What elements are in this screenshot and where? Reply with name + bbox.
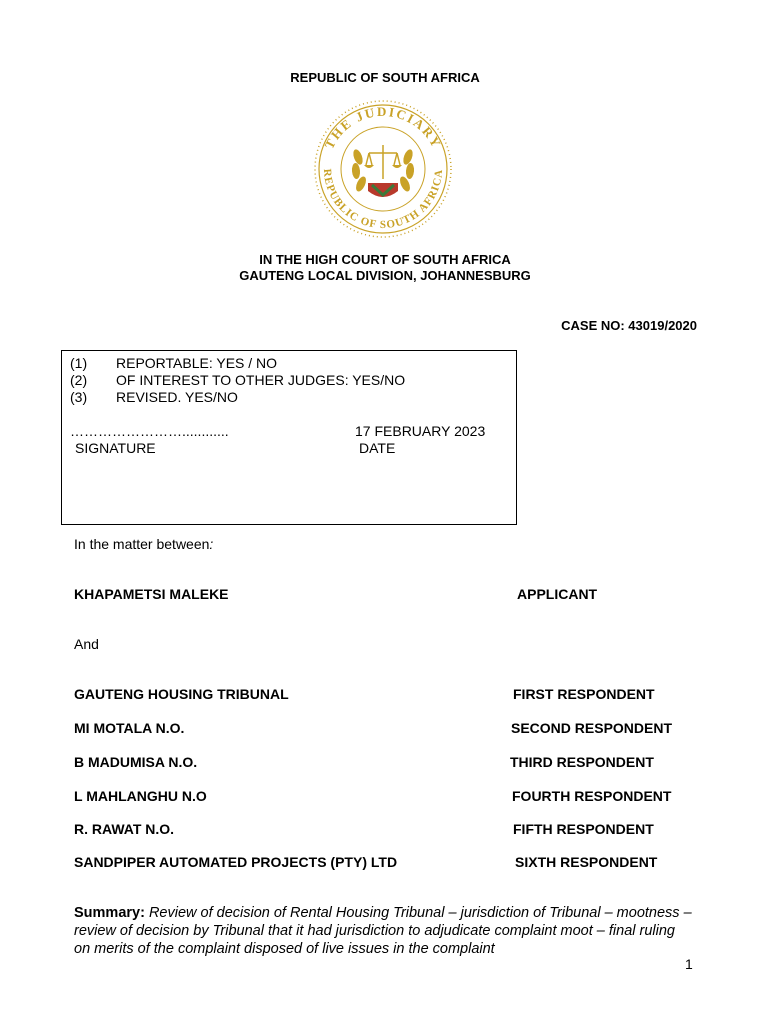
applicant-role: APPLICANT: [517, 586, 598, 602]
respondent-role: FIFTH RESPONDENT: [513, 821, 654, 837]
reportability-box: [61, 350, 517, 525]
date-label: DATE: [359, 440, 396, 456]
signature-dots: ……………………............: [70, 423, 229, 439]
case-number: CASE NO: 43019/2020: [561, 318, 697, 333]
respondent-role: FOURTH RESPONDENT: [512, 788, 672, 804]
respondent-name: B MADUMISA N.O.: [74, 754, 198, 770]
judiciary-seal: [306, 99, 460, 239]
list-item: (3) REVISED. YES/NO: [70, 389, 238, 405]
respondent-name: R. RAWAT N.O.: [74, 821, 175, 837]
republic-heading: REPUBLIC OF SOUTH AFRICA: [290, 70, 480, 85]
respondent-role: FIRST RESPONDENT: [513, 686, 655, 702]
and-label: And: [74, 636, 99, 652]
respondent-name: GAUTENG HOUSING TRIBUNAL: [74, 686, 289, 702]
applicant-name: KHAPAMETSI MALEKE: [74, 586, 229, 602]
list-item: (2) OF INTEREST TO OTHER JUDGES: YES/NO: [70, 372, 406, 388]
svg-text:THE JUDICIARY: THE JUDICIARY: [321, 103, 445, 152]
svg-text:REPUBLIC OF SOUTH AFRICA: REPUBLIC OF SOUTH AFRICA: [320, 168, 446, 232]
judgment-date: 17 FEBRUARY 2023: [355, 423, 486, 439]
summary-text: Review of decision of Rental Housing Tribunal – jurisdiction of Tribunal – mootness – review of decision by Tribunal that it had jurisdiction to adjudicate complaint moot – final ruling on merits of the complaint disposed of live issues in the complaint: [74, 905, 692, 957]
respondent-name: MI MOTALA N.O.: [74, 720, 185, 736]
court-line-2: GAUTENG LOCAL DIVISION, JOHANNESBURG: [239, 268, 531, 283]
respondent-role: THIRD RESPONDENT: [510, 754, 654, 770]
summary-label: Summary:: [74, 905, 145, 921]
respondent-name: L MAHLANGHU N.O: [74, 788, 207, 804]
respondent-role: SIXTH RESPONDENT: [515, 854, 658, 870]
matter-intro: In the matter between:: [74, 536, 214, 552]
page-number: 1: [685, 956, 693, 972]
list-item: (1) REPORTABLE: YES / NO: [70, 355, 278, 371]
respondent-name: SANDPIPER AUTOMATED PROJECTS (PTY) LTD: [74, 854, 398, 870]
respondent-role: SECOND RESPONDENT: [511, 720, 673, 736]
reportability-list: [70, 355, 405, 406]
signature-label: SIGNATURE: [75, 440, 156, 456]
case-summary: [74, 904, 694, 958]
court-line-1: IN THE HIGH COURT OF SOUTH AFRICA: [259, 252, 511, 267]
